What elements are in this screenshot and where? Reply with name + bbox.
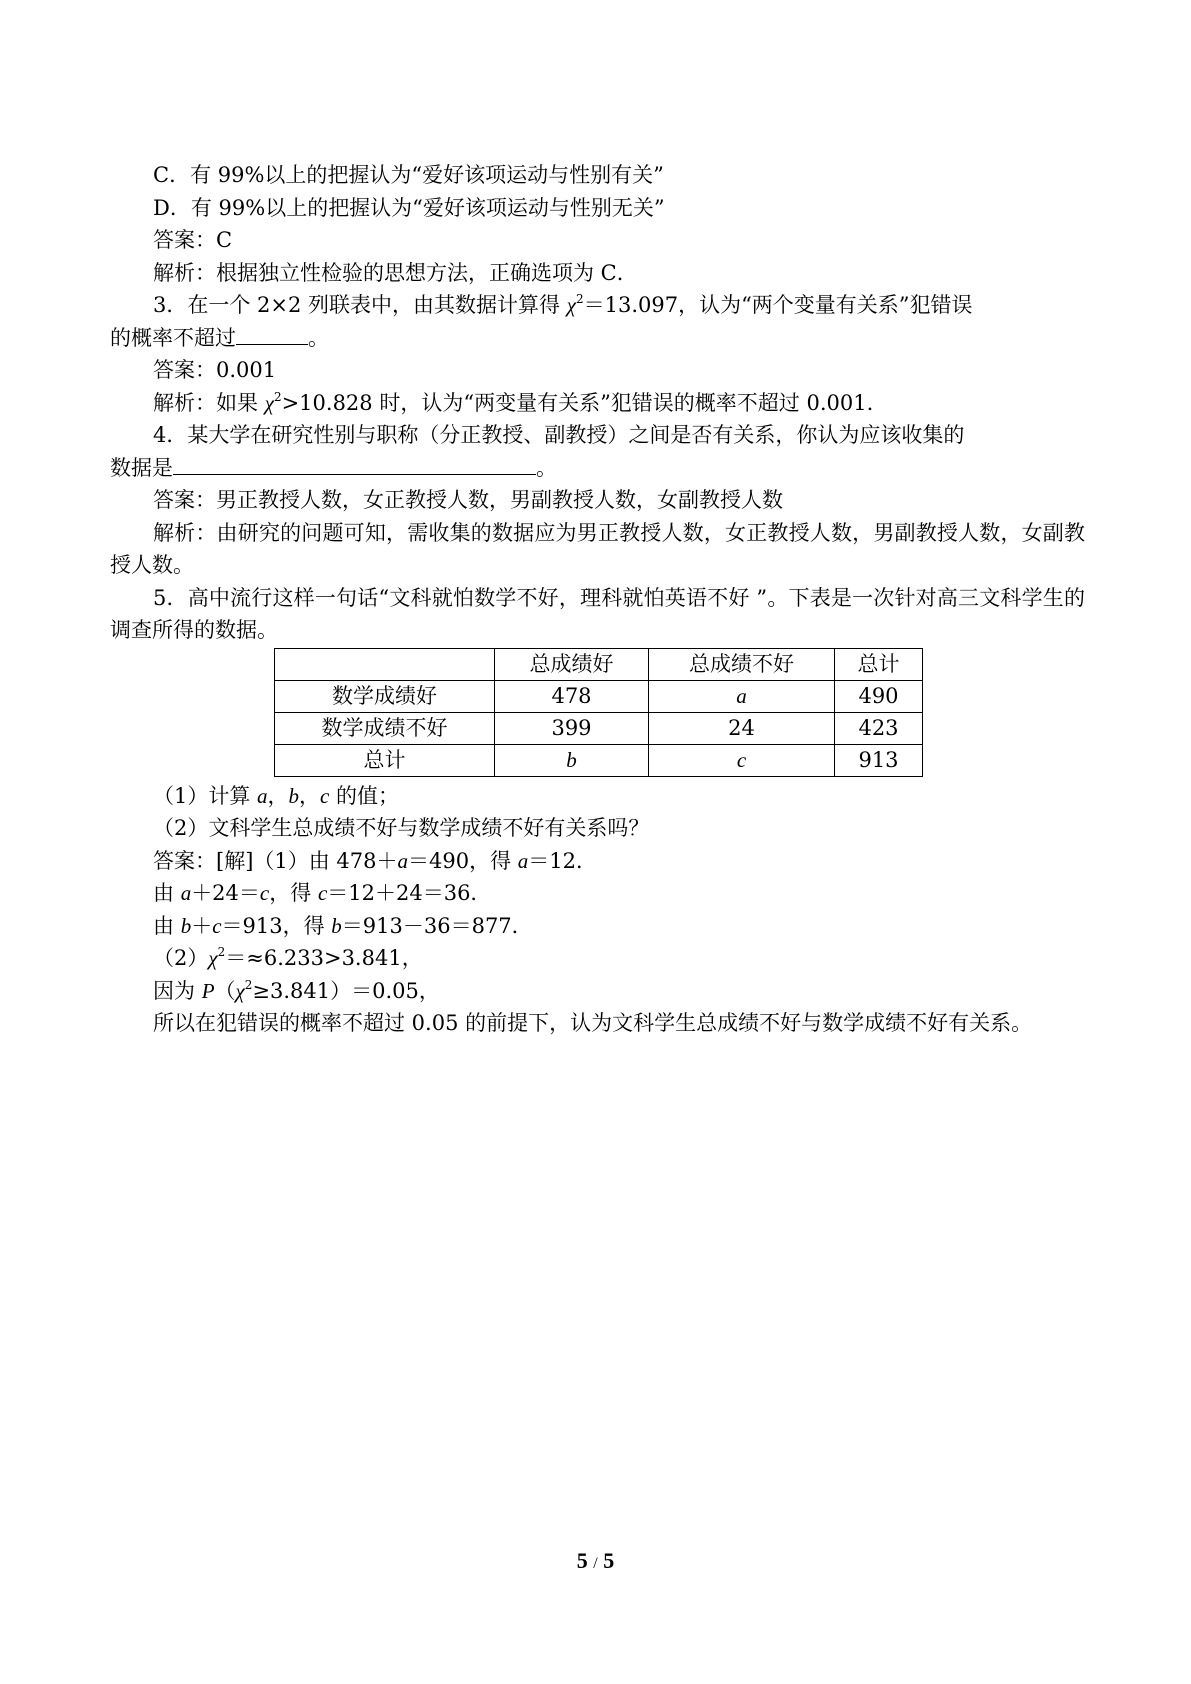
- solution-line-3: 由 b＋c＝913，得 b＝913－36＝877．: [153, 913, 533, 938]
- table-cell: 490: [835, 680, 923, 712]
- table-row: [275, 680, 923, 712]
- page-number: 5 / 5: [576, 1548, 615, 1573]
- table-header-cell: 总成绩好: [495, 648, 649, 680]
- answer-4: 答案：男正教授人数，女正教授人数，男副教授人数，女副教授人数: [153, 488, 783, 512]
- question-5: 5．高中流行这样一句话“文科就怕数学不好，理科就怕英语不好 ”。下表是一次针对高三文科学生的调查所得的数据。: [110, 585, 1085, 642]
- explanation-4: 解析：由研究的问题可知，需收集的数据应为男正教授人数，女正教授人数，男副教授人数，女副教授人数。: [110, 520, 1085, 577]
- table-cell: 数学成绩不好: [275, 712, 495, 744]
- question-4-line-2: 数据是 。: [110, 452, 1085, 485]
- table-header-cell: 总成绩不好: [649, 648, 835, 680]
- table-cell: 总计: [275, 744, 495, 776]
- table-cell: 913: [835, 744, 923, 776]
- question-4-line-1: 4．某大学在研究性别与职称（分正教授、副教授）之间是否有关系，你认为应该收集的: [153, 423, 965, 447]
- option-c: C．有 99%以上的把握认为“爱好该项运动与性别有关”: [153, 163, 664, 187]
- explanation-3: 解析：如果 $\chi^2>10.828$ 时，认为“两变量有关系”犯错误的概率不超过 0.001.: [153, 389, 874, 415]
- solution-line-2: 由 a＋24＝c，得 c＝12＋24＝36．: [153, 881, 492, 905]
- table-cell: 数学成绩好: [275, 680, 495, 712]
- document-body: [110, 159, 1085, 1040]
- table-header-cell: [275, 648, 495, 680]
- answer-blank: [173, 452, 536, 475]
- table-row: [275, 744, 923, 776]
- table-header-row: [275, 648, 923, 680]
- option-d: D．有 99%以上的把握认为“爱好该项运动与性别无关”: [153, 195, 665, 220]
- subquestion-1: （1）计算 a，b，c 的值；: [153, 783, 400, 808]
- explanation-2: 解析：根据独立性检验的思想方法，正确选项为 C．: [153, 260, 638, 285]
- data-table: [274, 648, 923, 777]
- table-cell: 423: [835, 712, 923, 744]
- table-cell: 399: [495, 712, 649, 744]
- answer-2: 答案：C: [153, 228, 233, 252]
- table-cell: b: [495, 744, 649, 776]
- table-cell: 478: [495, 680, 649, 712]
- table-cell: a: [649, 680, 835, 712]
- subquestion-2: （2）文科学生总成绩不好与数学成绩不好有关系吗？: [153, 816, 650, 840]
- solution-line-4: $(2)\chi^2=\approx 6.233>3.841$，: [153, 945, 423, 970]
- answer-3: 答案：0.001: [153, 358, 277, 382]
- table-cell: c: [649, 744, 835, 776]
- question-3-line-1: 3．在一个 2×2 列联表中，由其数据计算得 $\chi^2=13.097$，认为“两个变量有关系”犯错误: [153, 292, 973, 317]
- question-3-line-2: 的概率不超过 。: [110, 322, 1085, 355]
- answer-blank: [236, 322, 308, 345]
- table-cell: 24: [649, 712, 835, 744]
- table-header-cell: 总计: [835, 648, 923, 680]
- table-row: [275, 712, 923, 744]
- solution-conclusion: 所以在犯错误的概率不超过 0.05 的前提下，认为文科学生总成绩不好与数学成绩不好有关系。: [153, 1011, 1033, 1035]
- solution-line-1: 答案：[解]（1）由 478＋a＝490，得 a＝12．: [153, 848, 598, 873]
- solution-line-5: 因为 $P(\chi^2\ge 3.841)=0.05$，: [153, 977, 440, 1003]
